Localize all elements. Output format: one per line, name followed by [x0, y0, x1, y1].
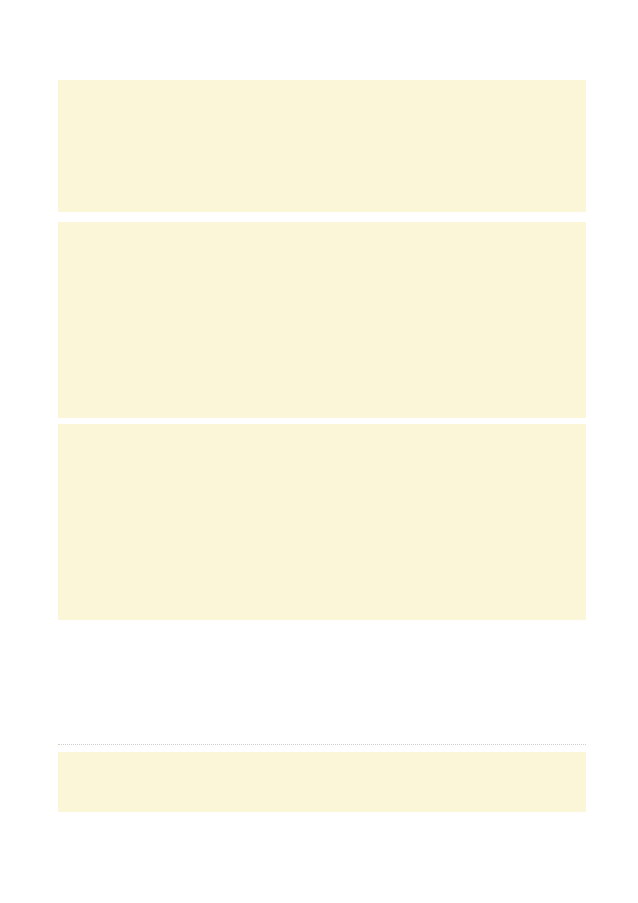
calendar-panel-lower	[58, 424, 586, 620]
dotted-divider	[58, 744, 586, 745]
calendar-panel-middle	[58, 222, 586, 418]
calendar-panel-bottom	[58, 752, 586, 812]
calendar-panel-top	[58, 80, 586, 212]
